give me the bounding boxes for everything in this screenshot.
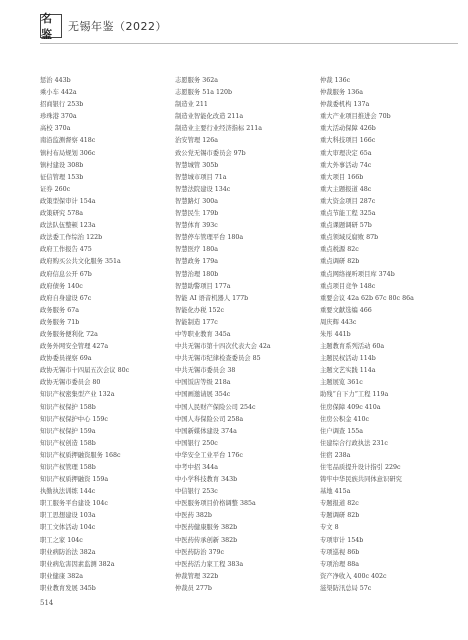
index-entry: 职工服务平台建设 104c — [40, 500, 108, 508]
index-entry: 政务外网安全管理 427a — [40, 343, 109, 351]
header-title: 无锡年鉴（2022） — [68, 20, 167, 33]
index-entry: 仲裁 136c — [320, 77, 351, 84]
index-entry: 政法队伍整顿 123a — [40, 222, 96, 230]
index-entry: 中医药防治 379c — [175, 548, 225, 556]
index-entry: 中华安全工业平台 176c — [175, 451, 243, 459]
index-entry: 中国饭店等级 218a — [175, 379, 231, 387]
index-entry: 政府债务 140c — [40, 282, 83, 290]
index-entry: 珍珠港 370a — [40, 113, 77, 121]
index-entry: 重点项目竞争 148c — [320, 282, 376, 290]
index-entry: 知识产权保护 158b — [40, 403, 96, 411]
index-entry: 住宅品质提升设计指引 229c — [320, 464, 401, 471]
index-entry: 重大项目 166b — [320, 173, 364, 181]
index-entry: 住房保障 409c 410a — [320, 403, 381, 411]
index-entry: 住宿 238a — [320, 451, 351, 459]
index-column-3 — [320, 75, 458, 595]
header-divider — [40, 43, 458, 44]
index-columns — [40, 75, 458, 595]
index-entry: 重点税源 82c — [320, 246, 359, 254]
index-entry: 制造业智能化改造 211a — [175, 113, 244, 121]
index-entry: 职业教育发展 345b — [40, 584, 96, 592]
index-entry: 仲裁服务 136a — [320, 89, 363, 97]
index-entry: 中共无锡市纪律检查委员会 85 — [175, 355, 261, 363]
index-entry: 重大主题报道 48c — [320, 185, 372, 193]
index-entry: 中医药健康服务 382b — [175, 524, 238, 532]
index-entry: 智能化办税 152c — [175, 306, 225, 314]
index-entry: 智慧体育 393c — [175, 222, 218, 230]
index-entry: 政务服务 67a — [40, 306, 79, 314]
index-entry: 智慧政务 179a — [175, 258, 218, 266]
index-entry: 智能制造 177c — [175, 318, 218, 326]
index-entry: 重点领域反腐败 87b — [320, 234, 379, 242]
index-entry: 知识产权创造 158b — [40, 439, 96, 447]
index-entry: 中国银行 250c — [175, 439, 218, 447]
index-entry: 中医药 382b — [175, 512, 212, 520]
index-entry: 职业病防治法 382a — [40, 548, 96, 556]
index-entry: 中共无锡市第十四次代表大会 42a — [175, 343, 271, 351]
index-entry: 专题报道 82c — [320, 500, 359, 508]
index-entry: 证券 260c — [40, 185, 71, 193]
page-number: 514 — [40, 599, 54, 607]
index-entry: 职工之家 104c — [40, 536, 83, 544]
index-entry: 惩治 443b — [40, 77, 71, 84]
index-entry: 知识产权保护 159a — [40, 427, 96, 435]
index-entry: 住户调查 155a — [320, 427, 363, 435]
index-entry: 住房公积金 410c — [320, 415, 370, 423]
index-entry: 资产净收入 400c 402c — [320, 572, 387, 580]
index-entry: 重大资金项目 287c — [320, 197, 376, 205]
index-entry: 住建综合行政执法 231c — [320, 439, 388, 447]
index-entry: 专项巡视 86b — [320, 548, 360, 556]
index-entry: 智慧民生 179b — [175, 210, 219, 218]
index-entry: 中考中招 344a — [175, 464, 218, 471]
index-entry: 中医药活力家工程 383a — [175, 560, 244, 568]
index-entry: 重大科技项目 166c — [320, 137, 376, 145]
index-entry: 滋渠防汛总局 57c — [320, 584, 372, 592]
index-entry: 周庆辉 443c — [320, 318, 357, 326]
index-entry: 智慧城市项目 71a — [175, 173, 227, 181]
index-entry: 治安管理 126a — [175, 137, 218, 145]
index-entry: 中等职业教育 345a — [175, 330, 231, 338]
index-entry: 专项治理 88a — [320, 560, 359, 568]
index-entry: 重点调研 82b — [320, 258, 360, 266]
index-entry: 智慧停车管理平台 180a — [175, 234, 244, 242]
index-entry: 招商银行 253b — [40, 101, 84, 109]
index-entry: 政策型保审计 154a — [40, 197, 96, 205]
yearbook-logo — [40, 12, 62, 41]
index-entry: 铸牢中华民族共同体意识研究 — [320, 476, 402, 484]
index-entry: 仲裁员 277b — [175, 584, 212, 592]
index-entry: 专题调研 82b — [320, 512, 360, 520]
index-entry: 政策研究 578a — [40, 210, 83, 218]
index-entry: 职业健康 382a — [40, 572, 83, 580]
index-entry: 智慧路灯 300a — [175, 197, 218, 205]
index-entry: 智能 AI 语音机器人 177b — [175, 294, 249, 302]
index-entry: 政府信息公开 67b — [40, 270, 92, 278]
index-entry: 中国人民财产保险公司 254c — [175, 403, 256, 411]
index-entry: 重要会议 42a 62b 67c 80c 86a — [320, 294, 414, 302]
index-entry: 制造业 211 — [175, 101, 208, 109]
index-entry: 知识产权质押融资服务 168c — [40, 451, 121, 459]
index-entry: 政务服务便利化 72a — [40, 330, 98, 338]
index-entry: 中小学科技教育 343b — [175, 476, 238, 484]
index-entry: 重大审理决定 65a — [320, 149, 372, 157]
index-entry: 志愿服务 362a — [175, 77, 218, 84]
index-entry: 重点网络视听项目库 374b — [320, 270, 395, 278]
index-entry: 政协无锡市委员会 80 — [40, 379, 101, 387]
index-entry: 主题文艺实践 114a — [320, 367, 376, 375]
page-header — [40, 14, 458, 40]
index-entry: 南沿监测督察 418c — [40, 137, 96, 145]
index-entry: 政法委工作综治 122b — [40, 234, 103, 242]
index-entry: 智慧助警项目 177a — [175, 282, 231, 290]
index-entry: 政务服务 71b — [40, 318, 80, 326]
index-entry: 征信管理 153b — [40, 173, 84, 181]
index-entry: 仲裁管理 322b — [175, 572, 219, 580]
index-entry: 智慧城管 305b — [175, 161, 219, 169]
index-entry: 执勤执法训练 144c — [40, 488, 96, 496]
index-entry: 政府自身建设 67c — [40, 294, 92, 302]
index-entry: 中国人寿保险公司 258a — [175, 415, 244, 423]
index-entry: 知识产权质押融资 159a — [40, 476, 109, 484]
index-entry: 智慧法院建设 134c — [175, 185, 231, 193]
index-entry: 知识产权密集型产业 132a — [40, 391, 115, 399]
logo-text: 名鉴 — [41, 12, 52, 41]
index-entry: 专项审计 154b — [320, 536, 364, 544]
index-entry: 重点节能工程 325a — [320, 210, 376, 218]
index-entry: 职工思想建设 103a — [40, 512, 96, 520]
index-entry: 中国画邀请展 354c — [175, 391, 231, 399]
index-entry: 主题民权活动 114b — [320, 355, 376, 363]
index-entry: 中医服务项目价格调整 385a — [175, 500, 256, 508]
index-entry: 基地 415a — [320, 488, 351, 496]
index-entry: 主题展览 361c — [320, 379, 363, 387]
index-entry: 助残“自下力”工程 119a — [320, 391, 389, 399]
index-entry: 知识产权保护中心 159c — [40, 415, 108, 423]
index-entry: 高校 370a — [40, 125, 71, 133]
index-entry: 政府工作报告 475 — [40, 246, 92, 254]
index-entry: 中信银行 253c — [175, 488, 218, 496]
index-entry: 智慧医疗 180a — [175, 246, 218, 254]
index-entry: 政府购买公共文化服务 351a — [40, 258, 121, 266]
index-entry: 重大活动保障 426b — [320, 125, 376, 133]
index-entry: 中共无锡市委员会 38 — [175, 367, 236, 375]
index-entry: 专文 8 — [320, 524, 339, 532]
index-entry: 镇村建设 308b — [40, 161, 84, 169]
index-entry: 致公党无锡市委员会 97b — [175, 149, 246, 157]
index-entry: 镇村布局规划 306c — [40, 149, 96, 157]
index-entry: 智慧治理 180b — [175, 270, 219, 278]
index-entry: 职业病危害因素监测 382a — [40, 560, 115, 568]
index-entry: 乘小车 442a — [40, 89, 77, 97]
index-entry: 重大外事活动 74c — [320, 161, 372, 169]
index-column-1 — [40, 75, 175, 595]
index-entry: 志愿服务 51a 120b — [175, 89, 233, 97]
index-entry: 重要文献选编 466 — [320, 306, 372, 314]
index-column-2 — [175, 75, 320, 595]
index-entry: 中国新媒体建设 374a — [175, 427, 237, 435]
index-entry: 政协委员视察 69a — [40, 355, 92, 363]
index-entry: 仲裁委机构 137a — [320, 101, 370, 109]
index-entry: 职工文体活动 104c — [40, 524, 96, 532]
index-entry: 知识产权管理 158b — [40, 464, 96, 471]
index-entry: 政协无锡市十四届五次会议 80c — [40, 367, 130, 375]
index-entry: 中医药传承创新 382b — [175, 536, 238, 544]
index-entry: 主题教育系列活动 60a — [320, 343, 385, 351]
index-entry: 重大产业项目推进会 70b — [320, 113, 391, 121]
index-entry: 制造业主要行业经济指标 211a — [175, 125, 263, 133]
index-entry: 朱彤 441b — [320, 330, 351, 338]
index-entry: 重点课题调研 57b — [320, 222, 372, 230]
